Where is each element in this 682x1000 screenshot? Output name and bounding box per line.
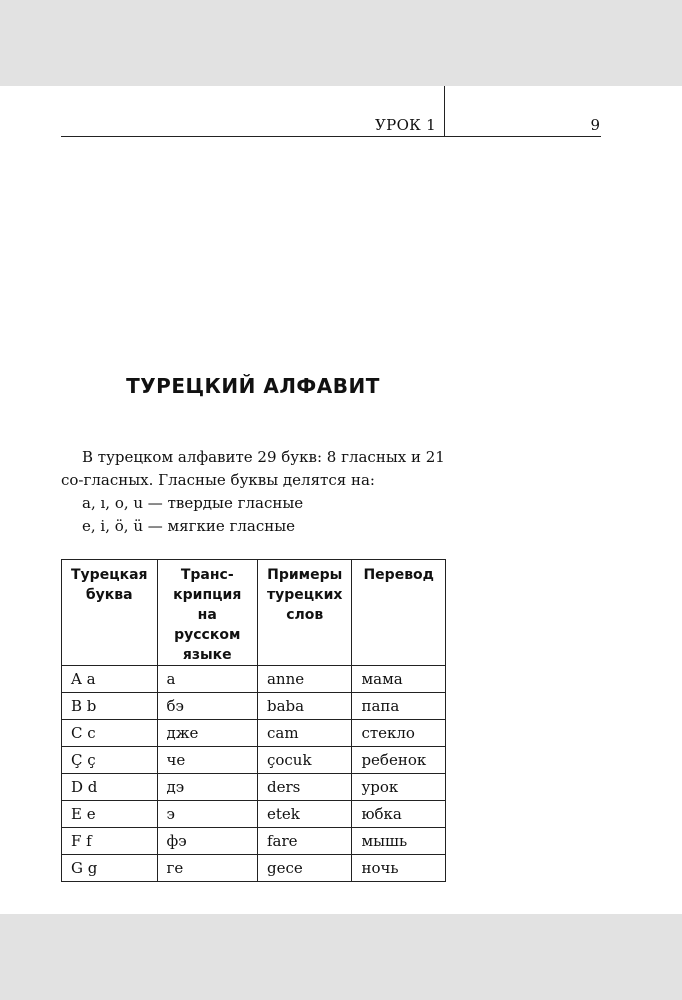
header-transcription: Транс-крипция на русском языке (157, 560, 257, 666)
cell-transcription: дэ (157, 774, 257, 801)
table-row (62, 855, 446, 882)
intro-paragraph: В турецком алфавите 29 букв: 8 гласных и 21 со-гласных. Гласные буквы делятся на: (61, 448, 445, 489)
cell-letter: A a (62, 666, 158, 693)
cell-example: gece (257, 855, 351, 882)
cell-example: ders (257, 774, 351, 801)
header-letter: Турецкая буква (62, 560, 158, 666)
hard-vowels-line: a, ı, o, u — твердые гласные (82, 494, 304, 512)
section-title: ТУРЕЦКИЙ АЛФАВИТ (126, 374, 380, 398)
table-row (62, 774, 446, 801)
cell-example: çocuk (257, 747, 351, 774)
cell-translation: ребенок (352, 747, 446, 774)
cell-transcription: фэ (157, 828, 257, 855)
header-translation: Перевод (352, 560, 446, 666)
cell-letter: C c (62, 720, 158, 747)
cell-example: baba (257, 693, 351, 720)
table-row (62, 693, 446, 720)
header-vertical-rule (444, 86, 445, 137)
cell-letter: B b (62, 693, 158, 720)
cell-transcription: а (157, 666, 257, 693)
cell-letter: G g (62, 855, 158, 882)
cell-transcription: бэ (157, 693, 257, 720)
cell-letter: Ç ç (62, 747, 158, 774)
table-row (62, 801, 446, 828)
cell-letter: F f (62, 828, 158, 855)
page-number: 9 (590, 116, 600, 134)
table-row (62, 666, 446, 693)
alphabet-table (61, 559, 446, 882)
soft-vowels-line: e, i, ö, ü — мягкие гласные (82, 517, 296, 535)
cell-transcription: гe (157, 855, 257, 882)
cell-transcription: че (157, 747, 257, 774)
book-page (0, 86, 682, 914)
cell-translation: папа (352, 693, 446, 720)
cell-example: etek (257, 801, 351, 828)
cell-translation: урок (352, 774, 446, 801)
cell-translation: мышь (352, 828, 446, 855)
running-head: УРОК 1 (375, 116, 436, 134)
table-row (62, 828, 446, 855)
cell-example: fare (257, 828, 351, 855)
cell-transcription: дже (157, 720, 257, 747)
cell-translation: ночь (352, 855, 446, 882)
cell-translation: мама (352, 666, 446, 693)
cell-transcription: э (157, 801, 257, 828)
header-rule (61, 136, 601, 137)
cell-letter: D d (62, 774, 158, 801)
table-header-row (62, 560, 446, 666)
cell-translation: юбка (352, 801, 446, 828)
table-row (62, 747, 446, 774)
cell-translation: стекло (352, 720, 446, 747)
cell-example: anne (257, 666, 351, 693)
table-row (62, 720, 446, 747)
header-examples: Примеры турецких слов (257, 560, 351, 666)
cell-example: cam (257, 720, 351, 747)
cell-letter: E e (62, 801, 158, 828)
